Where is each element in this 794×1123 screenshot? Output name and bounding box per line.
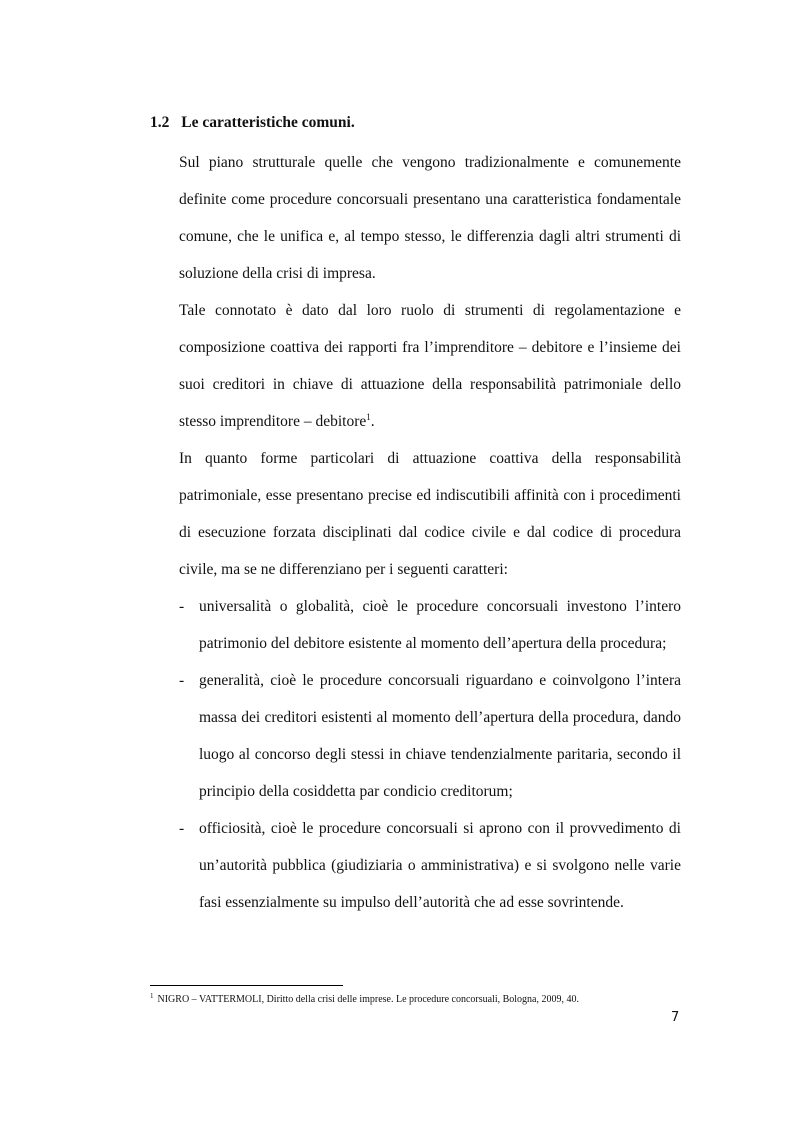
paragraph-2-end: . (370, 413, 375, 430)
paragraph-2-text: Tale connotato è dato dal loro ruolo di strumenti di regolamentazione e composizione coattiva dei rapporti fra l’imprenditore – debitore e l’insieme dei suoi creditori in chiave di attuazione della responsabilità patrimoniale dello stesso imprenditore – debitore (179, 302, 681, 430)
section-number: 1.2 (150, 114, 170, 131)
list-item-text: universalità o globalità, cioè le procedure concorsuali investono l’intero patrimonio del debitore esistente al momento dell’apertura della procedura; (199, 598, 681, 652)
paragraph-1: Sul piano strutturale quelle che vengono tradizionalmente e comunemente definite come procedure concorsuali presentano una caratteristica fondamentale comune, che le unifica e, al tempo stesso, le differenzia dagli altri strumenti di soluzione della crisi di impresa. (179, 154, 681, 282)
list-item (179, 588, 681, 662)
paragraph-3: In quanto forme particolari di attuazione coattiva della responsabilità patrimoniale, esse presentano precise ed indiscutibili affinità con i procedimenti di esecuzione forzata disciplinati dal codice civile e dal codice di procedura civile, ma se ne differenziano per i seguenti caratteri: (179, 450, 681, 578)
list-dash: - (179, 820, 185, 837)
section-title: Le caratteristiche comuni. (181, 114, 355, 131)
footnote-reference[interactable]: 1 (366, 411, 371, 422)
footnote (150, 993, 710, 1007)
page-number: 7 (671, 1010, 680, 1025)
body-text (179, 144, 681, 921)
section-heading (150, 114, 355, 132)
characteristics-list (179, 588, 681, 921)
paragraph-2 (179, 292, 681, 440)
list-item-text: generalità, cioè le procedure concorsuali riguardano e coinvolgono l’intera massa dei creditori esistenti al momento dell’apertura della procedura, dando luogo al concorso degli stessi in chiave tendenzialmente paritaria, secondo il principio della cosiddetta par condicio creditorum; (199, 672, 681, 800)
footnote-number: 1 (150, 991, 154, 1000)
list-dash: - (179, 598, 185, 615)
list-item (179, 662, 681, 810)
footnote-separator (150, 985, 343, 986)
footnote-text: NIGRO – VATTERMOLI, Diritto della crisi delle imprese. Le procedure concorsuali, Bologna, 2009, 40. (157, 994, 579, 1005)
list-item (179, 810, 681, 921)
list-dash: - (179, 672, 185, 689)
list-item-text: officiosità, cioè le procedure concorsuali si aprono con il provvedimento di un’autorità pubblica (giudiziaria o amministrativa) e si svolgono nelle varie fasi essenzialmente su impulso dell’autorità che ad esse sovrintende. (199, 820, 681, 911)
